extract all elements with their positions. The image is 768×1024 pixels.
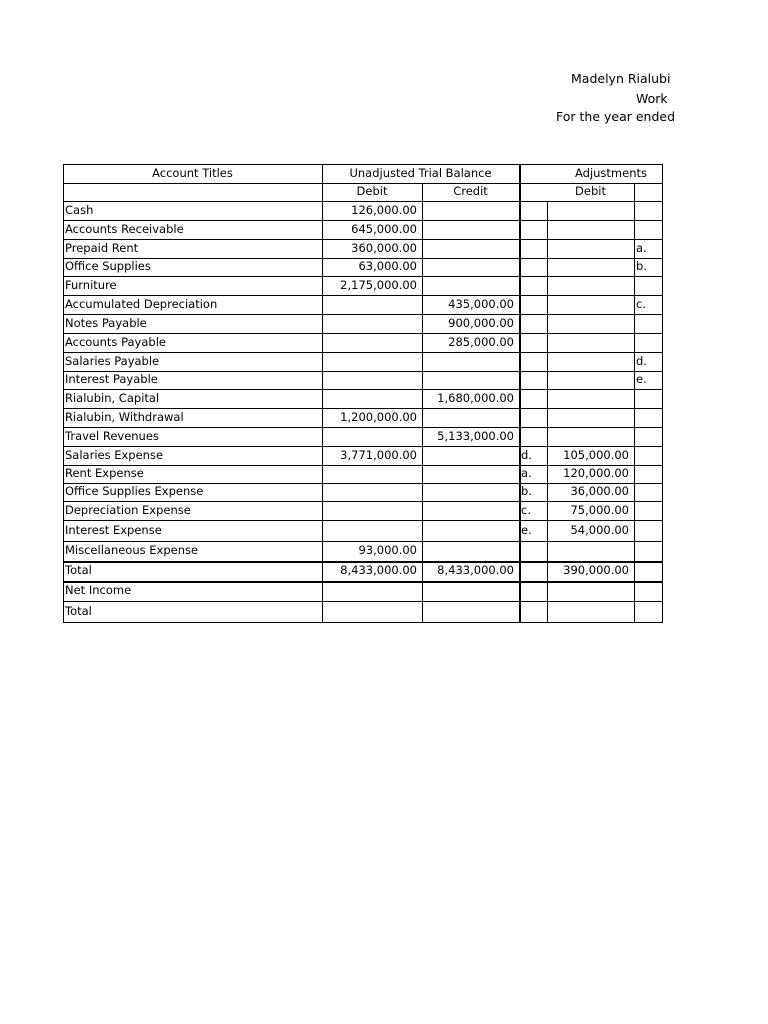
adjustment-ref: b. — [521, 484, 532, 498]
account-title: Total — [65, 604, 92, 618]
header-name: Madelyn Rialubi — [571, 71, 671, 86]
unadjusted-debit: 8,433,000.00 — [340, 563, 417, 577]
account-title: Office Supplies Expense — [65, 484, 204, 498]
adjustment-debit: 75,000.00 — [570, 503, 629, 517]
grid-line — [63, 427, 663, 428]
grid-line — [547, 201, 548, 623]
grid-line — [63, 314, 663, 315]
adjustment-debit: 390,000.00 — [563, 563, 629, 577]
account-title: Furniture — [65, 278, 117, 292]
grid-line — [63, 501, 663, 502]
account-title: Cash — [65, 203, 94, 217]
adjustment-credit-ref: d. — [636, 354, 647, 368]
account-title: Salaries Payable — [65, 354, 160, 368]
unadjusted-credit: 900,000.00 — [448, 316, 514, 330]
grid-line — [634, 183, 635, 623]
account-title: Notes Payable — [65, 316, 147, 330]
grid-line — [63, 581, 663, 583]
unadjusted-credit: 285,000.00 — [448, 335, 514, 349]
unadjusted-debit: 2,175,000.00 — [340, 278, 417, 292]
grid-line — [63, 333, 663, 334]
unadjusted-debit: 93,000.00 — [358, 543, 417, 557]
unadjusted-debit: 63,000.00 — [358, 259, 417, 273]
grid-line — [63, 352, 663, 353]
account-title: Total — [65, 563, 92, 577]
grid-line — [63, 201, 663, 202]
column-header-unadjusted-trial-balance: Unadjusted Trial Balance — [349, 166, 492, 180]
adjustment-credit-ref: b. — [636, 259, 647, 273]
account-title: Rent Expense — [65, 466, 144, 480]
column-header-adjustments: Adjustments — [574, 166, 647, 180]
adjustment-ref: c. — [521, 503, 531, 517]
grid-line — [63, 371, 663, 372]
account-title: Interest Expense — [65, 523, 162, 537]
grid-line — [322, 164, 323, 623]
adjustment-credit-ref: c. — [636, 297, 646, 311]
adjustment-debit: 105,000.00 — [563, 448, 629, 462]
account-title: Travel Revenues — [65, 429, 159, 443]
grid-line — [63, 408, 663, 409]
grid-line — [519, 164, 663, 165]
grid-line — [63, 389, 663, 390]
adjustment-debit: 54,000.00 — [570, 523, 629, 537]
grid-line — [63, 483, 663, 484]
grid-line — [422, 183, 423, 623]
account-title: Accounts Payable — [65, 335, 166, 349]
grid-line — [63, 295, 663, 296]
header-period: For the year ended — [556, 109, 676, 124]
header-title: Work — [636, 91, 668, 106]
unadjusted-debit: 126,000.00 — [351, 203, 417, 217]
account-title: Interest Payable — [65, 372, 158, 386]
adjustment-debit: 36,000.00 — [570, 484, 629, 498]
unadjusted-credit: 5,133,000.00 — [437, 429, 514, 443]
account-title: Office Supplies — [65, 259, 151, 273]
grid-line — [63, 520, 663, 521]
grid-line — [63, 239, 663, 240]
account-title: Salaries Expense — [65, 448, 164, 462]
grid-line — [63, 258, 663, 259]
account-title: Accounts Receivable — [65, 222, 184, 236]
account-title: Depreciation Expense — [65, 503, 191, 517]
grid-line — [63, 561, 663, 563]
account-title: Accumulated Depreciation — [65, 297, 218, 311]
account-title: Rialubin, Withdrawal — [65, 410, 184, 424]
grid-line — [63, 622, 663, 623]
adjustment-ref: d. — [521, 448, 532, 462]
unadjusted-debit: 3,771,000.00 — [340, 448, 417, 462]
unadjusted-debit: 645,000.00 — [351, 222, 417, 236]
unadjusted-credit: 1,680,000.00 — [437, 391, 514, 405]
adjustment-ref: e. — [521, 523, 532, 537]
unadjusted-debit: 1,200,000.00 — [340, 410, 417, 424]
grid-line — [520, 164, 521, 623]
adjustment-credit-ref: a. — [636, 241, 647, 255]
adjustment-credit-ref: e. — [636, 372, 647, 386]
account-title: Rialubin, Capital — [65, 391, 160, 405]
unadjusted-credit: 435,000.00 — [448, 297, 514, 311]
column-header-account-titles: Account Titles — [152, 166, 233, 180]
adjustment-ref: a. — [521, 466, 532, 480]
grid-line — [63, 465, 663, 466]
column-header-credit: Credit — [453, 184, 488, 198]
grid-line — [63, 446, 663, 447]
grid-line — [63, 541, 663, 542]
column-header-adjustments-debit: Debit — [575, 184, 606, 198]
account-title: Prepaid Rent — [65, 241, 139, 255]
account-title: Net Income — [65, 583, 132, 597]
grid-line — [63, 601, 663, 602]
account-title: Miscellaneous Expense — [65, 543, 199, 557]
unadjusted-debit: 360,000.00 — [351, 241, 417, 255]
adjustment-debit: 120,000.00 — [563, 466, 629, 480]
grid-line — [63, 276, 663, 277]
column-header-debit: Debit — [356, 184, 388, 198]
grid-line — [63, 164, 520, 165]
grid-line — [63, 220, 663, 221]
grid-line — [662, 164, 663, 623]
unadjusted-credit: 8,433,000.00 — [437, 563, 514, 577]
grid-line — [63, 164, 64, 623]
grid-line — [63, 183, 663, 184]
